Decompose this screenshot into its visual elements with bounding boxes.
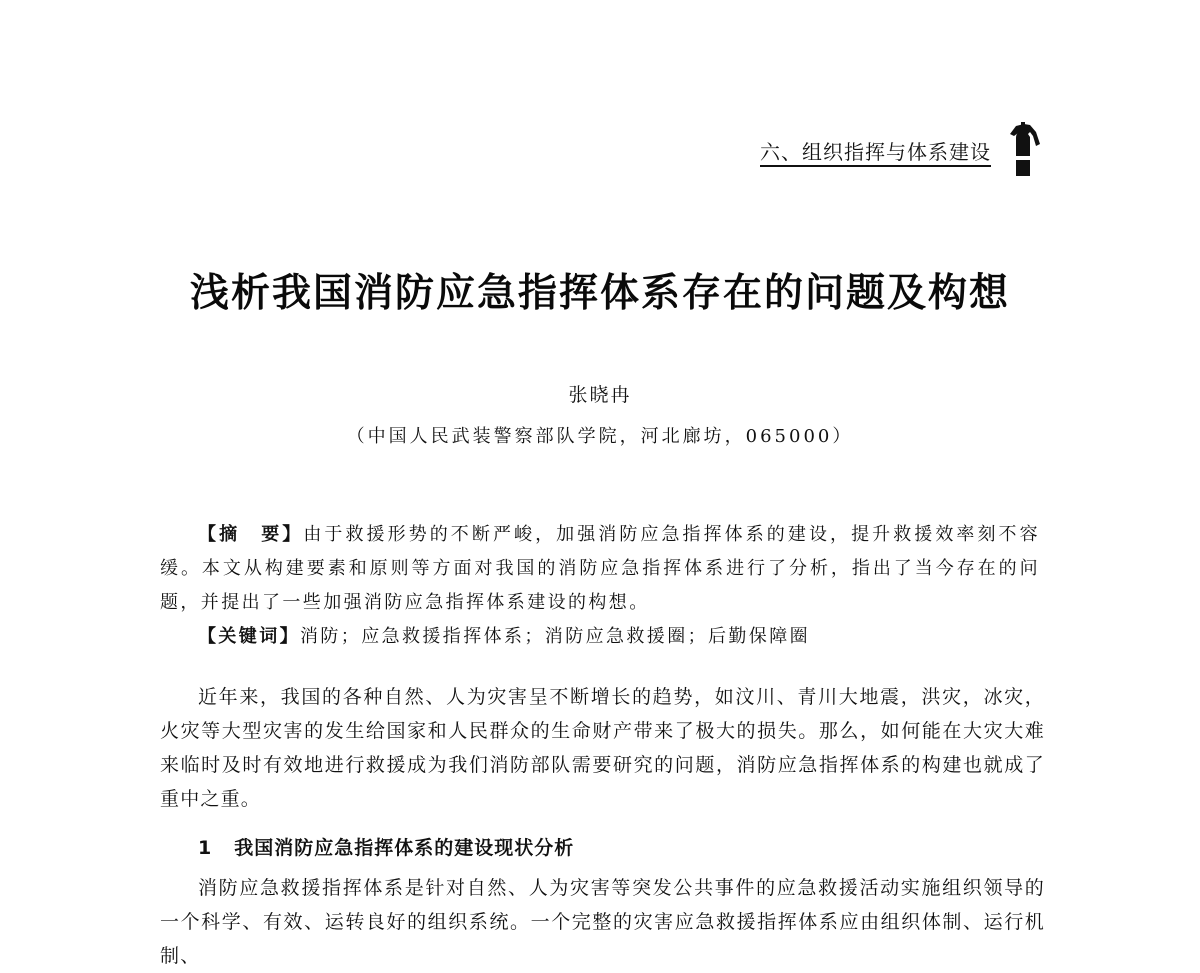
abstract-block [160, 518, 1040, 654]
keywords-label: 【关键词】 [198, 626, 300, 647]
keywords-paragraph [160, 620, 1040, 654]
paper-title: 浅析我国消防应急指挥体系存在的问题及构想 [189, 271, 1010, 316]
author-affiliation: （中国人民武装警察部队学院，河北廊坊，065000） [346, 426, 854, 447]
abstract-paragraph [160, 518, 1040, 620]
keywords-text: 消防；应急救援指挥体系；消防应急救援圈；后勤保障圈 [300, 626, 810, 647]
section-1-heading [198, 833, 574, 860]
section-1-paragraph: 消防应急救援指挥体系是针对自然、人为灾害等突发公共事件的应急救援活动实施组织领导的一个科学、有效、运转良好的组织系统。一个完整的灾害应急救援指挥体系应由组织体制、运行机制、 [160, 877, 1045, 967]
abstract-text: 由于救援形势的不断严峻，加强消防应急指挥体系的建设，提升救援效率刻不容缓。本文从构建要素和原则等方面对我国的消防应急指挥体系进行了分析，指出了当今存在的问题，并提出了一些加强消防应急指挥体系建设的构想。 [160, 524, 1041, 613]
abstract-label: 【摘 要】 [198, 524, 304, 545]
running-header [760, 140, 991, 167]
section-number: 1 [198, 837, 213, 859]
section-label: 六、组织指挥与体系建设 [760, 140, 991, 167]
fire-extinguisher-icon [1006, 120, 1046, 176]
author-name: 张晓冉 [568, 384, 632, 406]
intro-paragraph: 近年来，我国的各种自然、人为灾害呈不断增长的趋势，如汶川、青川大地震，洪灾，冰灾，火灾等大型灾害的发生给国家和人民群众的生命财产带来了极大的损失。那么，如何能在大灾大难来临时及时有效地进行救援成为我们消防部队需要研究的问题，消防应急指挥体系的构建也就成了重中之重。 [160, 686, 1045, 810]
section-title: 我国消防应急指挥体系的建设现状分析 [234, 837, 575, 859]
